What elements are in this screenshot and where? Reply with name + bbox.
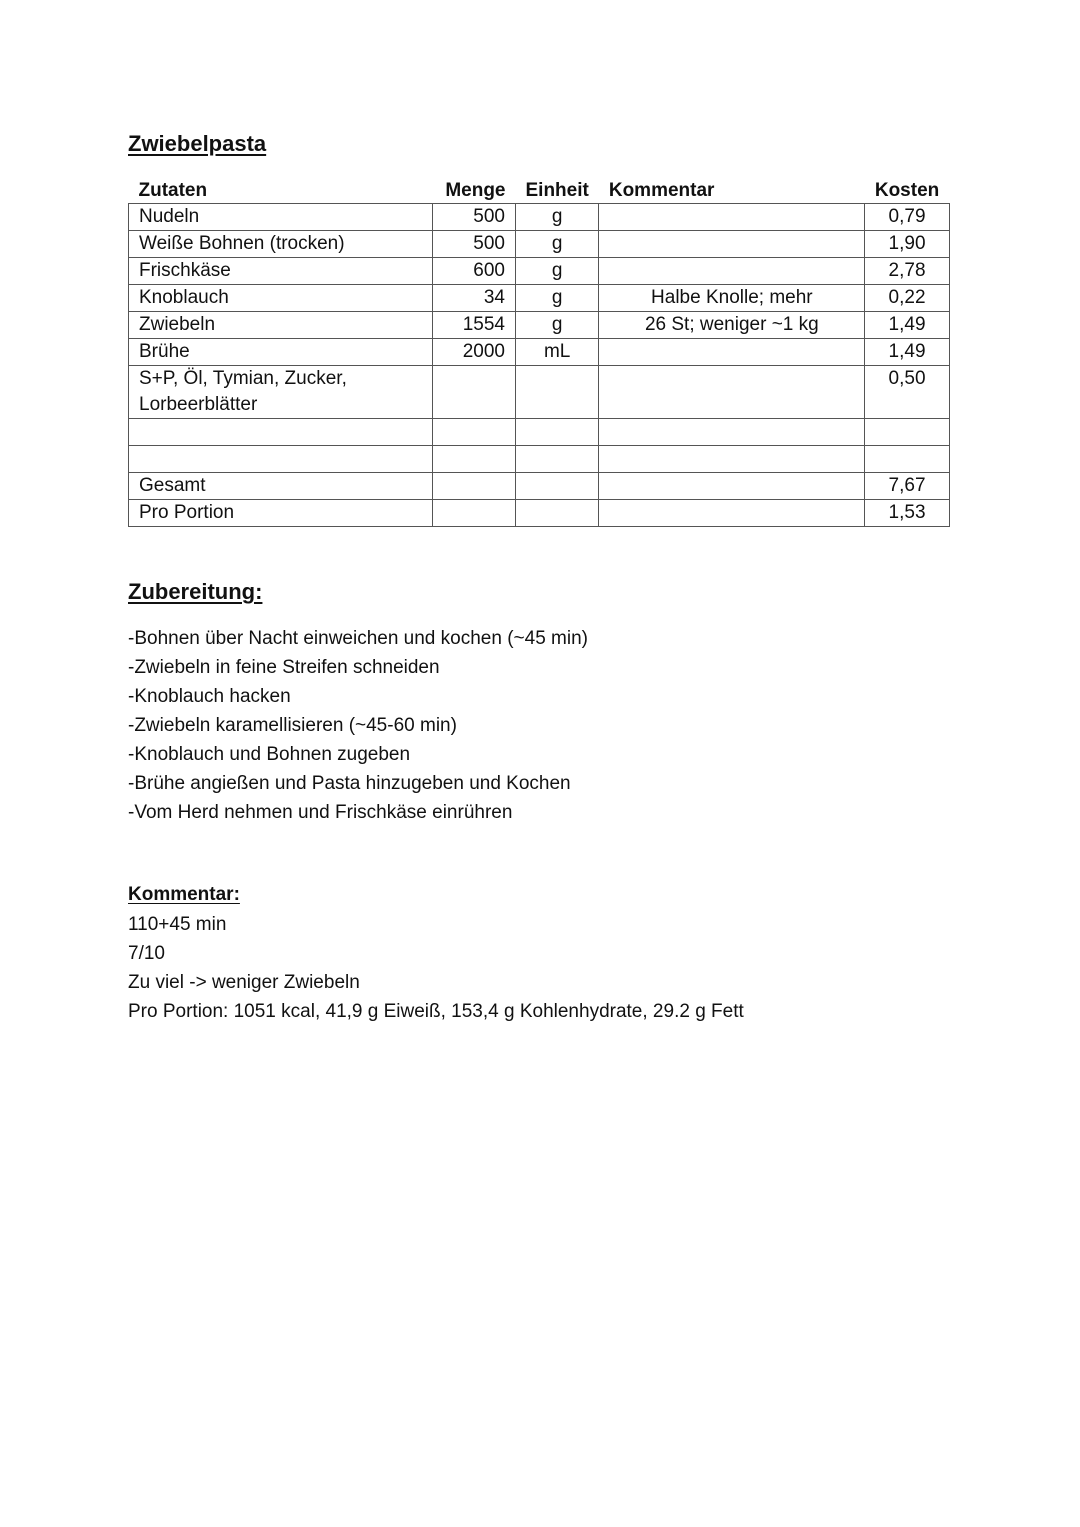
step-item: -Zwiebeln in feine Streifen schneiden [128,657,440,678]
cell-comment [599,339,865,366]
comment-line: 7/10 [128,943,165,964]
preparation-heading: Zubereitung: [128,579,263,604]
table-row [129,339,950,366]
step-item: -Brühe angießen und Pasta hinzugeben und Kochen [128,773,571,794]
cell-amount: 500 [433,231,516,258]
cell-comment [599,446,865,473]
cell-item: Brühe [129,339,433,366]
cell-cost: 0,79 [865,204,949,231]
cell-item: Pro Portion [129,500,433,527]
cell-item: S+P, Öl, Tymian, Zucker, Lorbeerblätter [129,366,433,419]
cell-item: Weiße Bohnen (trocken) [129,231,433,258]
cell-item [129,446,433,473]
cell-comment [599,231,865,258]
cell-unit [516,366,599,419]
cell-unit: g [516,204,599,231]
cell-amount: 500 [433,204,516,231]
cell-unit [516,419,599,446]
table-row-total [129,473,950,500]
cell-amount [433,419,516,446]
comment-line: Pro Portion: 1051 kcal, 41,9 g Eiweiß, 153,4 g Kohlenhydrate, 29.2 g Fett [128,1001,744,1022]
cell-comment: 26 St; weniger ~1 kg [599,312,865,339]
cell-item [129,419,433,446]
header-einheit: Einheit [525,179,589,201]
cell-cost [865,446,949,473]
cell-unit: g [516,258,599,285]
comment-heading: Kommentar: [128,884,240,905]
cell-cost: 7,67 [865,473,949,500]
cell-comment [599,258,865,285]
cell-cost: 2,78 [865,258,949,285]
cell-comment [599,204,865,231]
table-header-row [129,176,950,204]
table-row [129,285,950,312]
table-row [129,446,950,473]
step-item: -Bohnen über Nacht einweichen und kochen (~45 min) [128,628,588,649]
cell-cost: 0,22 [865,285,949,312]
cell-amount: 600 [433,258,516,285]
cell-unit: g [516,312,599,339]
step-item: -Knoblauch hacken [128,686,291,707]
cell-comment: Halbe Knolle; mehr [599,285,865,312]
cell-item: Nudeln [129,204,433,231]
cell-amount: 2000 [433,339,516,366]
cell-item: Zwiebeln [129,312,433,339]
cell-amount: 1554 [433,312,516,339]
table-row [129,204,950,231]
comment-line: Zu viel -> weniger Zwiebeln [128,972,360,993]
cell-cost: 1,49 [865,339,949,366]
cell-cost: 1,90 [865,231,949,258]
cell-unit [516,446,599,473]
cell-unit [516,500,599,527]
cell-amount: 34 [433,285,516,312]
table-row-per-portion [129,500,950,527]
table-row [129,231,950,258]
header-kosten: Kosten [874,179,940,201]
step-item: -Zwiebeln karamellisieren (~45-60 min) [128,715,457,736]
cell-amount [433,366,516,419]
header-kommentar: Kommentar [608,179,715,201]
cell-amount [433,500,516,527]
cell-cost [865,419,949,446]
preparation-steps [128,624,588,827]
comment-line: 110+45 min [128,914,227,935]
cell-comment [599,500,865,527]
comment-lines [128,910,744,1026]
header-menge: Menge [445,179,506,201]
recipe-title: Zwiebelpasta [128,131,267,156]
cell-item: Frischkäse [129,258,433,285]
step-item: -Knoblauch und Bohnen zugeben [128,744,411,765]
cell-item: Knoblauch [129,285,433,312]
cell-unit: g [516,231,599,258]
cell-unit [516,473,599,500]
cell-cost: 0,50 [865,366,949,419]
ingredients-table [128,176,950,527]
table-row [129,419,950,446]
step-item: -Vom Herd nehmen und Frischkäse einrühren [128,802,513,823]
header-zutaten: Zutaten [138,179,208,201]
cell-comment [599,419,865,446]
cell-item: Gesamt [129,473,433,500]
cell-comment [599,473,865,500]
table-row [129,258,950,285]
cell-comment [599,366,865,419]
cell-unit: mL [516,339,599,366]
cell-amount [433,473,516,500]
cell-cost: 1,53 [865,500,949,527]
table-row [129,366,950,419]
cell-amount [433,446,516,473]
cell-cost: 1,49 [865,312,949,339]
table-row [129,312,950,339]
cell-unit: g [516,285,599,312]
